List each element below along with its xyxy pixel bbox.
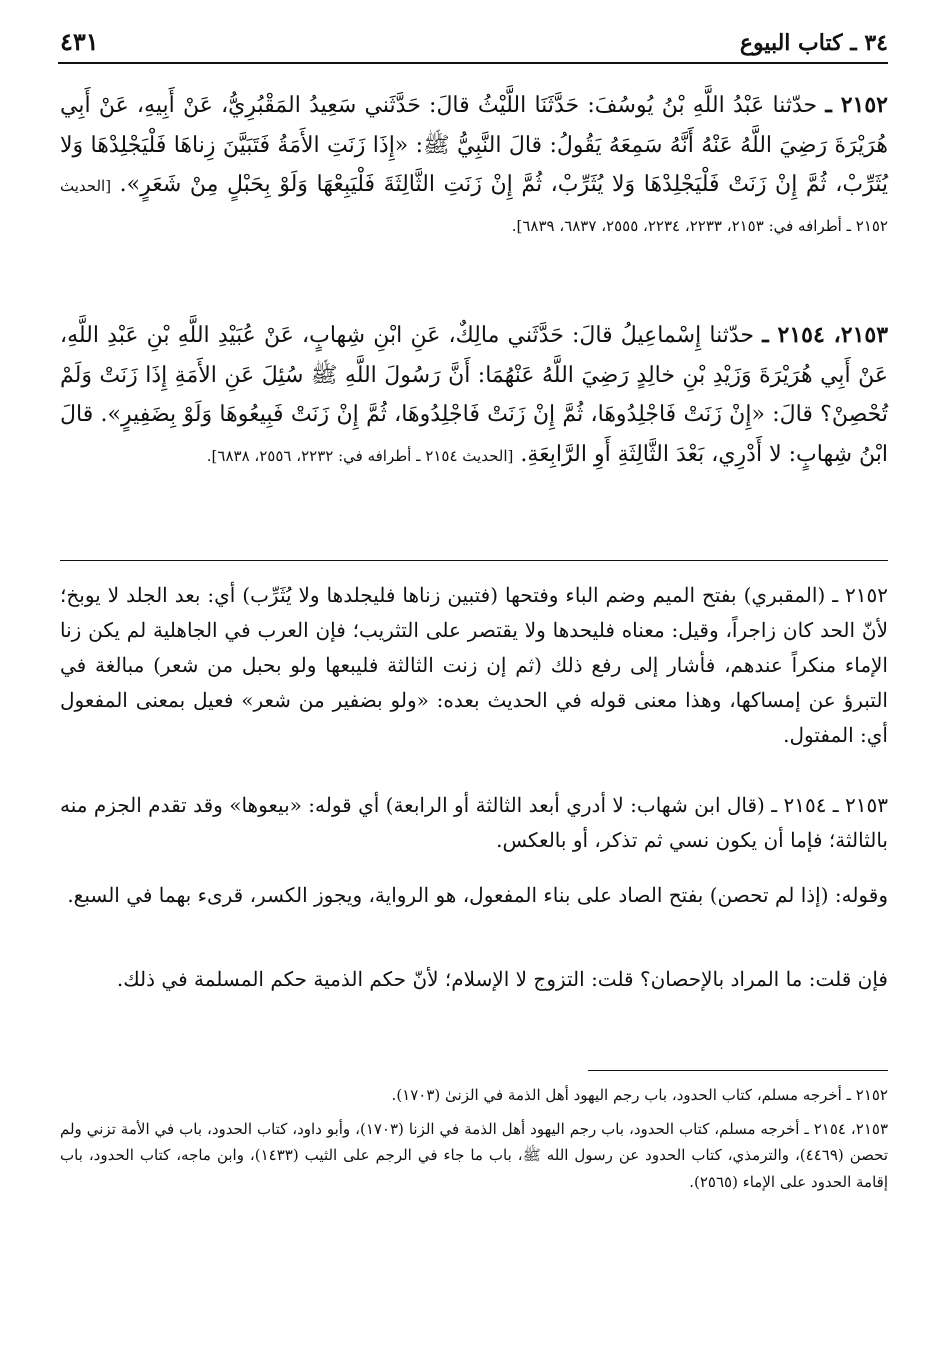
page-number: ٤٣١ bbox=[60, 27, 99, 56]
footnote: ٢١٥٢ ـ أخرجه مسلم، كتاب الحدود، باب رجم اليهود أهل الذمة في الزنىٰ (١٧٠٣). bbox=[391, 1086, 888, 1104]
hadith-2153-2154 bbox=[60, 316, 888, 474]
hadith-number: ٢١٥٢ ـ bbox=[825, 92, 888, 118]
footnote-rule bbox=[588, 1070, 888, 1071]
hadith-2152 bbox=[60, 86, 888, 244]
hadith-number: ٢١٥٣، ٢١٥٤ ـ bbox=[762, 322, 889, 348]
commentary-paragraph: فإن قلت: ما المراد بالإحصان؟ قلت: التزوج لا الإسلام؛ لأنّ حكم الذمية حكم المسلمة في ذلك. bbox=[116, 967, 888, 991]
chapter-title: ٣٤ ـ كتاب البيوع bbox=[739, 30, 888, 56]
commentary-paragraph: وقوله: (إذا لم تحصن) بفتح الصاد على بناء المفعول، هو الرواية، ويجوز الكسر، قرىء بهما في السبع. bbox=[67, 883, 888, 907]
commentary-paragraph: ٢١٥٣ ـ ٢١٥٤ ـ (قال ابن شهاب: لا أدري أبعد الثالثة أو الرابعة) أي قوله: «بيعوها» وقد تقدم الجزم منه بالثالثة؛ فإما أن يكون نسي ثم تذكر، أو بالعكس. bbox=[60, 793, 889, 852]
running-header bbox=[58, 18, 888, 64]
commentary-paragraph: ٢١٥٢ ـ (المقبري) بفتح الميم وضم الباء وفتحها (فتبين زناها فليجلدها ولا يُثَرِّب) أي: بعد الجلد لا يوبخ؛ لأنّ الحد كان زاجراً، وقيل: معناه فليحدها ولا يقتصر على التثريب؛ فإن العرب في الجاهلية لم يكن زنا الإماء منكراً عندهم، فأشار إلى رفع ذلك (ثم إن زنت الثالثة فليبعها ولو بحبل من شعر) مبالغة في التبرؤ عن إمساكها، وهذا معنى قوله في الحديث بعده: «ولو بضفير من شعر» فعيل بمعنى المفعول أي: المفتول. bbox=[60, 583, 888, 747]
footnote: ٢١٥٣، ٢١٥٤ ـ أخرجه مسلم، كتاب الحدود، باب رجم اليهود أهل الذمة في الزنا (١٧٠٣)، وأبو داود، كتاب الحدود، باب في الأمة تزني ولم تحصن (٤٤٦٩)، والترمذي، كتاب الحدود عن رسول الله ﷺ، باب ما جاء في الرجم على الثيب (١٤٣٣)، وابن ماجه، كتاب الحدود، باب إقامة الحدود على الإماء (٢٥٦٥). bbox=[60, 1120, 889, 1191]
section-divider bbox=[60, 560, 888, 561]
hadith-text: حدّثنا إِسْماعِيلُ قالَ: حَدَّثَني مالِكٌ، عَنِ ابْنِ شِهابٍ، عَنْ عُبَيْدِ اللَّهِ بْنِ عَبْدِ اللَّهِ، عَنْ أَبِي هُرَيْرَةَ وَزَيْدِ بْنِ خالِدٍ رَضِيَ اللَّهُ عَنْهُمَا: أَنَّ رَسُولَ اللَّهِ ﷺ سُئِلَ عَنِ الأَمَةِ إِذَا زَنَتْ وَلَمْ تُحْصِنْ؟ قالَ: «إِنْ زَنَتْ فَاجْلِدُوهَا، ثُمَّ إِنْ زَنَتْ فَاجْلِدُوهَا، ثُمَّ إِنْ زَنَتْ فَبِيعُوهَا وَلَوْ بِضَفِيرٍ». قالَ ابْنُ شِهابٍ: لا أَدْرِي، بَعْدَ الثَّالِثَةِ أَوِ الرَّابِعَةِ. bbox=[60, 323, 888, 467]
hadith-reference: [الحديث ٢١٥٢ ـ أطرافه في: ٢١٥٣، ٢٢٣٣، ٢٢٣٤، ٢٥٥٥، ٦٨٣٧، ٦٨٣٩]. bbox=[60, 177, 888, 235]
hadith-reference: [الحديث ٢١٥٤ ـ أطرافه في: ٢٢٣٢، ٢٥٥٦، ٦٨٣٨]. bbox=[206, 446, 514, 465]
hadith-text: حدّثنا عَبْدُ اللَّهِ بْنُ يُوسُفَ: حَدَّثَنَا اللَّيْثُ قالَ: حَدَّثَني سَعِيدُ المَقْبُرِيُّ، عَنْ أَبِيهِ، عَنْ أَبِي هُرَيْرَةَ رَضِيَ اللَّهُ عَنْهُ أَنَّهُ سَمِعَهُ يَقُولُ: قالَ النَّبِيُّ ﷺ: «إِذَا زَنَتِ الأَمَةُ فَتَبَيَّنَ زِناهَا فَلْيَجْلِدْهَا وَلا يُثَرِّبْ، ثُمَّ إِنْ زَنَتْ فَلْيَجْلِدْهَا وَلا يُثَرِّبْ، ثُمَّ إِنْ زَنَتِ الثَّالِثَةَ فَلْيَبِعْهَا وَلَوْ بِحَبْلٍ مِنْ شَعَرٍ». bbox=[60, 93, 888, 198]
